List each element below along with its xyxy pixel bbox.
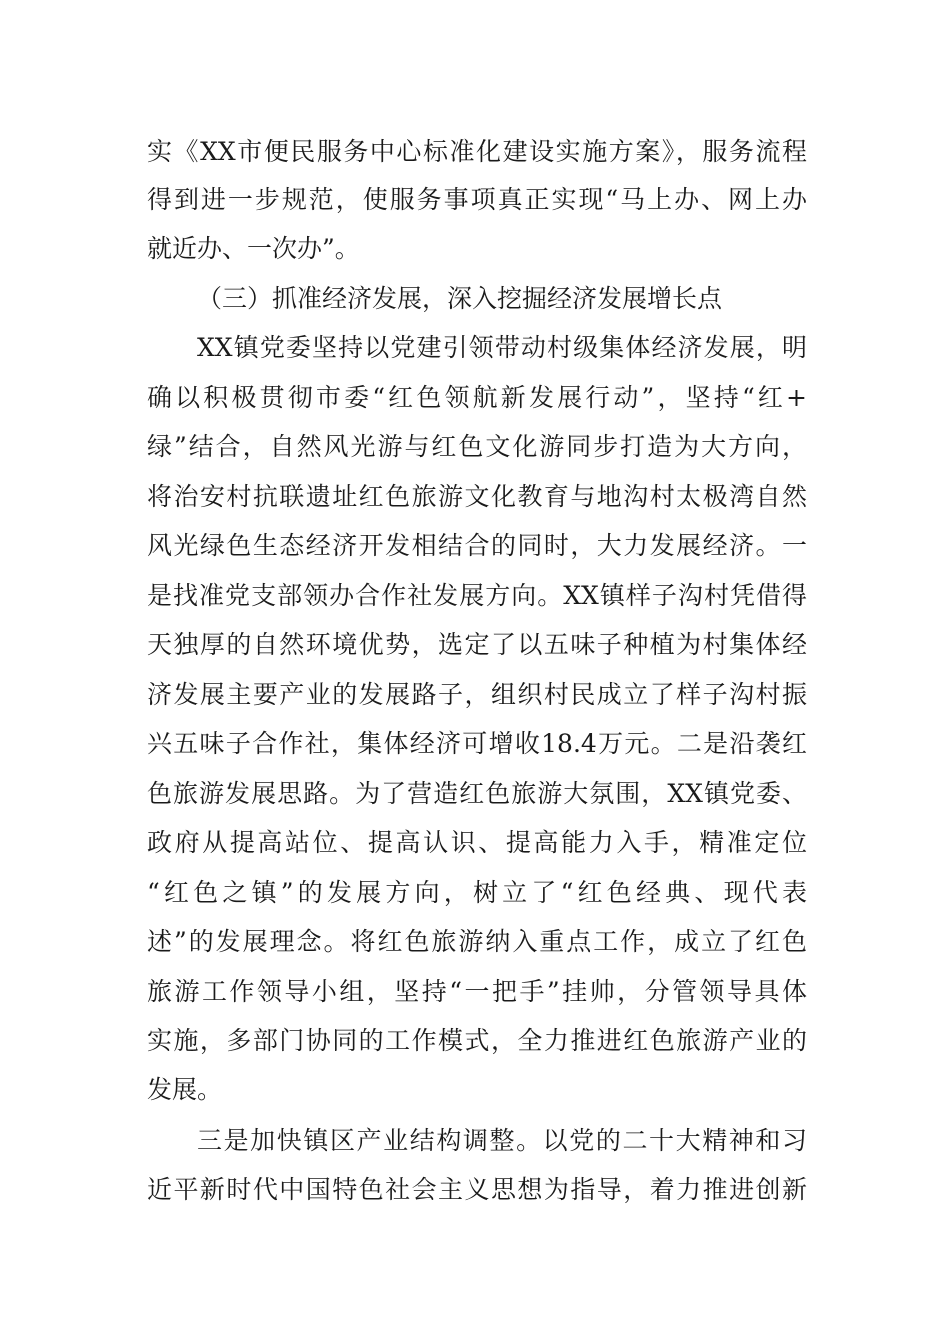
paragraph-line: 天独厚的自然环境优势，选定了以五味子种植为村集体经 (147, 630, 807, 659)
paragraph-line: XX镇党委坚持以党建引领带动村级集体经济发展，明 (197, 333, 807, 362)
paragraph-line: 济发展主要产业的发展路子，组织村民成立了样子沟村振 (147, 680, 807, 709)
paragraph-line: 兴五味子合作社，集体经济可增收18.4万元。二是沿袭红 (147, 729, 807, 758)
paragraph-line: 绿”结合，自然风光游与红色文化游同步打造为大方向， (147, 432, 807, 461)
paragraph-line: 就近办、一次办”。 (147, 234, 360, 263)
paragraph-line: 三是加快镇区产业结构调整。以党的二十大精神和习 (197, 1126, 807, 1155)
paragraph-line: 实施，多部门协同的工作模式，全力推进红色旅游产业的 (147, 1026, 807, 1055)
paragraph-line: 实《XX市便民服务中心标准化建设实施方案》，服务流程 (147, 137, 807, 166)
paragraph-line: 是找准党支部领办合作社发展方向。XX镇样子沟村凭借得 (147, 581, 807, 610)
paragraph-line: “红色之镇”的发展方向，树立了“红色经典、现代表 (147, 878, 807, 907)
paragraph-line: 述”的发展理念。将红色旅游纳入重点工作，成立了红色 (147, 927, 807, 956)
paragraph-line: 确以积极贯彻市委“红色领航新发展行动”，坚持“红+ (147, 383, 807, 412)
paragraph-line: 近平新时代中国特色社会主义思想为指导，着力推进创新 (147, 1175, 807, 1204)
paragraph-line: 旅游工作领导小组，坚持“一把手”挂帅，分管领导具体 (147, 977, 807, 1006)
paragraph-line: 政府从提高站位、提高认识、提高能力入手，精准定位 (147, 828, 807, 857)
section-heading: （三）抓准经济发展，深入挖掘经济发展增长点 (197, 284, 723, 313)
paragraph-line: 将治安村抗联遗址红色旅游文化教育与地沟村太极湾自然 (147, 482, 807, 511)
paragraph-line: 得到进一步规范，使服务事项真正实现“马上办、网上办 (147, 185, 807, 214)
paragraph-line: 风光绿色生态经济开发相结合的同时，大力发展经济。一 (147, 531, 807, 560)
paragraph-line: 色旅游发展思路。为了营造红色旅游大氛围，XX镇党委、 (147, 779, 807, 808)
paragraph-line: 发展。 (147, 1075, 223, 1104)
